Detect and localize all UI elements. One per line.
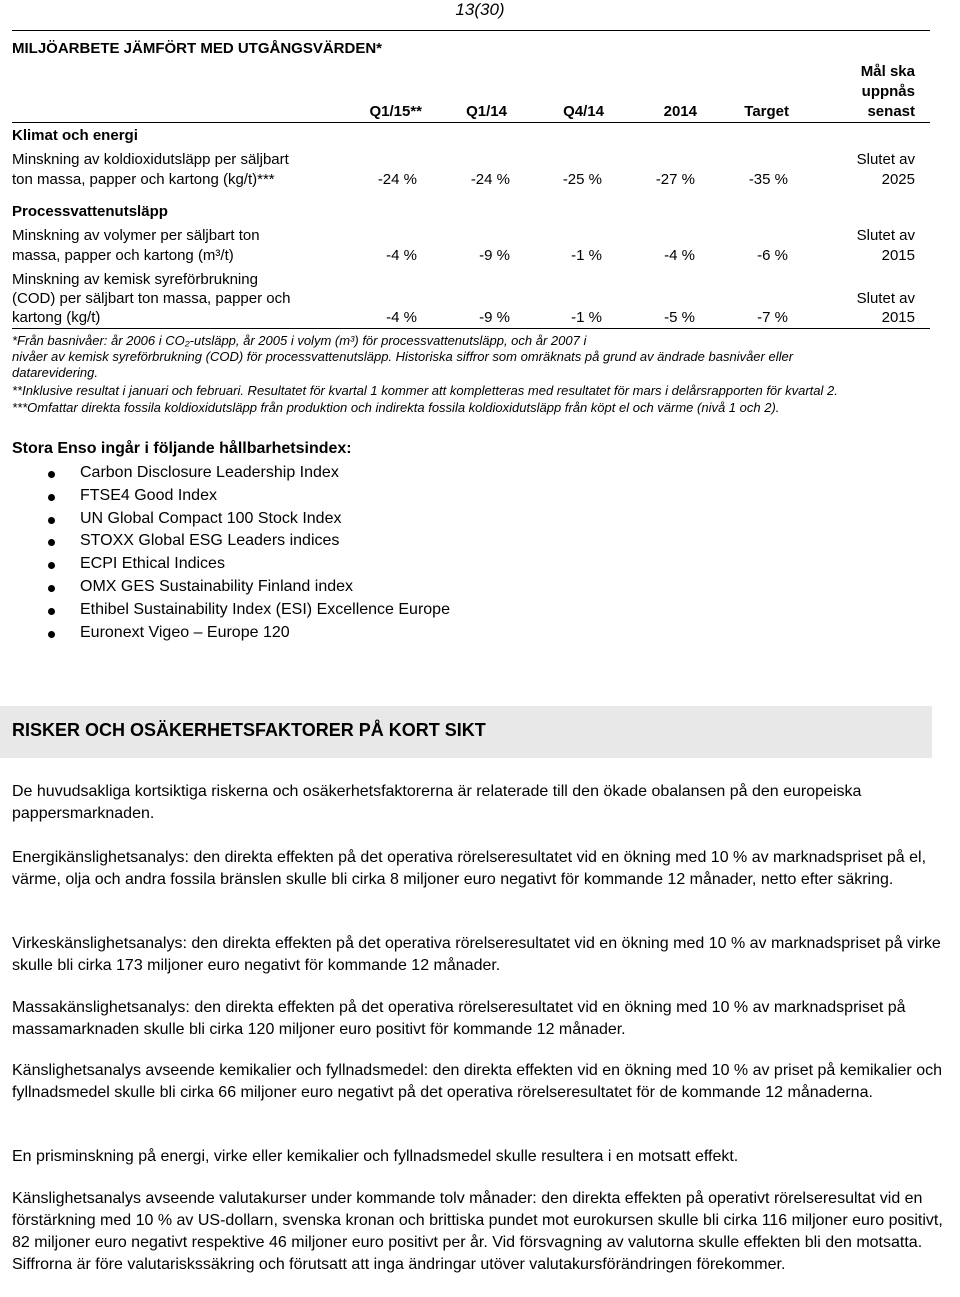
col-header-q414: Q4/14 <box>563 103 604 120</box>
row2-target: -6 % <box>757 247 788 264</box>
row1-deadline-1: Slutet av <box>856 151 915 168</box>
col-header-deadline-3: senast <box>867 103 915 120</box>
footnote-3: ***Omfattar direkta fossila koldioxidutsläpp från produktion och indirekta fossila koldioxidutsläpp från köpt el och värme (nivå 1 och 2). <box>12 400 780 415</box>
row1-target: -35 % <box>748 171 788 188</box>
row3-deadline-2: 2015 <box>881 309 915 326</box>
row2-q414: -1 % <box>571 247 602 264</box>
row3-q115: -4 % <box>386 309 417 326</box>
sustainability-index-section <box>12 440 450 644</box>
col-header-deadline-1: Mål ska <box>860 63 915 80</box>
row3-2014: -5 % <box>664 309 695 326</box>
row3-target: -7 % <box>757 309 788 326</box>
list-item: UN Global Compact 100 Stock Index <box>12 508 352 531</box>
risk-paragraph-5: Känslighetsanalys avseende kemikalier och fyllnadsmedel: den direkta effekten vid en ökning med 10 % av priset på kemikalier och fyllnadsmedel skulle bli cirka 66 miljoner euro negativt på det operativa rörelseresultatet för de kommande 12 månaderna. <box>12 1062 942 1101</box>
col-header-q115: Q1/15** <box>369 103 422 120</box>
list-item: Euronext Vigeo – Europe 120 <box>12 622 352 645</box>
row1-label-line2: ton massa, papper och kartong (kg/t)*** <box>12 171 275 188</box>
list-item: FTSE4 Good Index <box>12 485 352 508</box>
header-rule <box>12 122 930 123</box>
col-header-2014: 2014 <box>663 103 697 120</box>
footnote-1-line1: *Från basnivåer: år 2006 i CO₂-utsläpp, år 2005 i volym (m³) för processvattenutsläpp, och år 2007 i <box>12 333 587 348</box>
section-climate: Klimat och energi <box>12 127 138 144</box>
section-process-water: Processvattenutsläpp <box>12 203 168 220</box>
index-heading: Stora Enso ingår i följande hållbarhetsindex: <box>12 440 352 457</box>
risk-paragraph-3: Virkeskänslighetsanalys: den direkta effekten på det operativa rörelseresultatet vid en ökning med 10 % av marknadspriset på virke skulle bli cirka 173 miljoner euro negativt för kommande 12 månader. <box>12 935 941 974</box>
row2-label-line1: Minskning av volymer per säljbart ton <box>12 227 260 244</box>
row3-label-line2: (COD) per säljbart ton massa, papper och <box>12 290 291 307</box>
row3-label-line3: kartong (kg/t) <box>12 309 101 326</box>
footnote-1-line3: datarevidering. <box>12 365 98 380</box>
page-number: 13(30) <box>455 0 505 19</box>
col-header-q114: Q1/14 <box>466 103 507 120</box>
table-bottom-rule <box>12 328 930 329</box>
row3-label-line1: Minskning av kemisk syreförbrukning <box>12 271 258 288</box>
row2-q114: -9 % <box>479 247 510 264</box>
footnote-2: **Inklusive resultat i januari och februari. Resultatet för kvartal 1 kommer att kompletteras med resultatet för mars i delårsrapporten för kvartal 2. <box>12 383 838 398</box>
risk-paragraph-7: Känslighetsanalys avseende valutakurser under kommande tolv månader: den direkta effekten på operativt rörelseresultat vid en förstärkning med 10 % av US-dollarn, svenska kronan och brittiska pundet mot eurokursen skulle bli cirka 116 miljoner euro positivt, 82 miljoner euro negativt respektive 46 miljoner euro positivt per år. Vid försvagning av valutorna skulle effekten bli den motsatta. Siffrorna är före valutariskssäkring och förutsatt att inga ändringar utöver valutakursförändringen förekommer. <box>12 1190 943 1273</box>
bullet-icon <box>48 539 55 546</box>
row1-deadline-2: 2025 <box>881 171 915 188</box>
row2-deadline-2: 2015 <box>881 247 915 264</box>
table-title: MILJÖARBETE JÄMFÖRT MED UTGÅNGSVÄRDEN* <box>12 40 383 57</box>
bullet-icon <box>48 608 55 615</box>
row3-deadline-1: Slutet av <box>856 290 915 307</box>
list-item: Carbon Disclosure Leadership Index <box>12 462 352 485</box>
row1-2014: -27 % <box>655 171 695 188</box>
row1-q114: -24 % <box>470 171 510 188</box>
row2-deadline-1: Slutet av <box>856 227 915 244</box>
col-header-target: Target <box>744 103 789 120</box>
row1-q414: -25 % <box>562 171 602 188</box>
row2-q115: -4 % <box>386 247 417 264</box>
row1-label-line1: Minskning av koldioxidutsläpp per säljbart <box>12 151 289 168</box>
list-item: OMX GES Sustainability Finland index <box>12 576 352 599</box>
row2-2014: -4 % <box>664 247 695 264</box>
bullet-icon <box>48 517 55 524</box>
bullet-icon <box>48 471 55 478</box>
bullet-icon <box>48 631 55 638</box>
risk-paragraph-6: En prisminskning på energi, virke eller kemikalier och fyllnadsmedel skulle resultera i en motsatt effekt. <box>12 1148 739 1165</box>
bullet-icon <box>48 562 55 569</box>
col-header-deadline-2: uppnås <box>861 83 915 100</box>
list-item: Ethibel Sustainability Index (ESI) Excellence Europe <box>12 599 352 622</box>
list-item: STOXX Global ESG Leaders indices <box>12 530 352 553</box>
row1-q115: -24 % <box>377 171 417 188</box>
row2-label-line2: massa, papper och kartong (m³/t) <box>12 247 234 264</box>
risks-heading: RISKER OCH OSÄKERHETSFAKTORER PÅ KORT SIKT <box>12 720 486 740</box>
list-item: ECPI Ethical Indices <box>12 553 352 576</box>
risk-paragraph-2: Energikänslighetsanalys: den direkta effekten på det operativa rörelseresultatet vid en ökning med 10 % av marknadspriset på el, värme, olja och andra fossila bränslen skulle bli cirka 8 miljoner euro negativt för kommande 12 månader, netto efter säkring. <box>12 849 927 888</box>
row3-q114: -9 % <box>479 309 510 326</box>
row3-q414: -1 % <box>571 309 602 326</box>
footnote-1-line2: nivåer av kemisk syreförbrukning (COD) för processvattenutsläpp. Historiska siffror som omräknats på grund av ändrade basnivåer eller <box>12 349 794 364</box>
table-top-rule <box>12 30 930 31</box>
bullet-icon <box>48 494 55 501</box>
risk-paragraph-1: De huvudsakliga kortsiktiga riskerna och osäkerhetsfaktorerna är relaterade till den ökade obalansen på den europeiska pappersmarknaden. <box>12 783 862 822</box>
risk-paragraph-4: Massakänslighetsanalys: den direkta effekten på det operativa rörelseresultatet vid en ökning med 10 % av marknadspriset på massamarknaden skulle bli cirka 120 miljoner euro positivt för kommande 12 månader. <box>12 999 906 1038</box>
bullet-icon <box>48 585 55 592</box>
